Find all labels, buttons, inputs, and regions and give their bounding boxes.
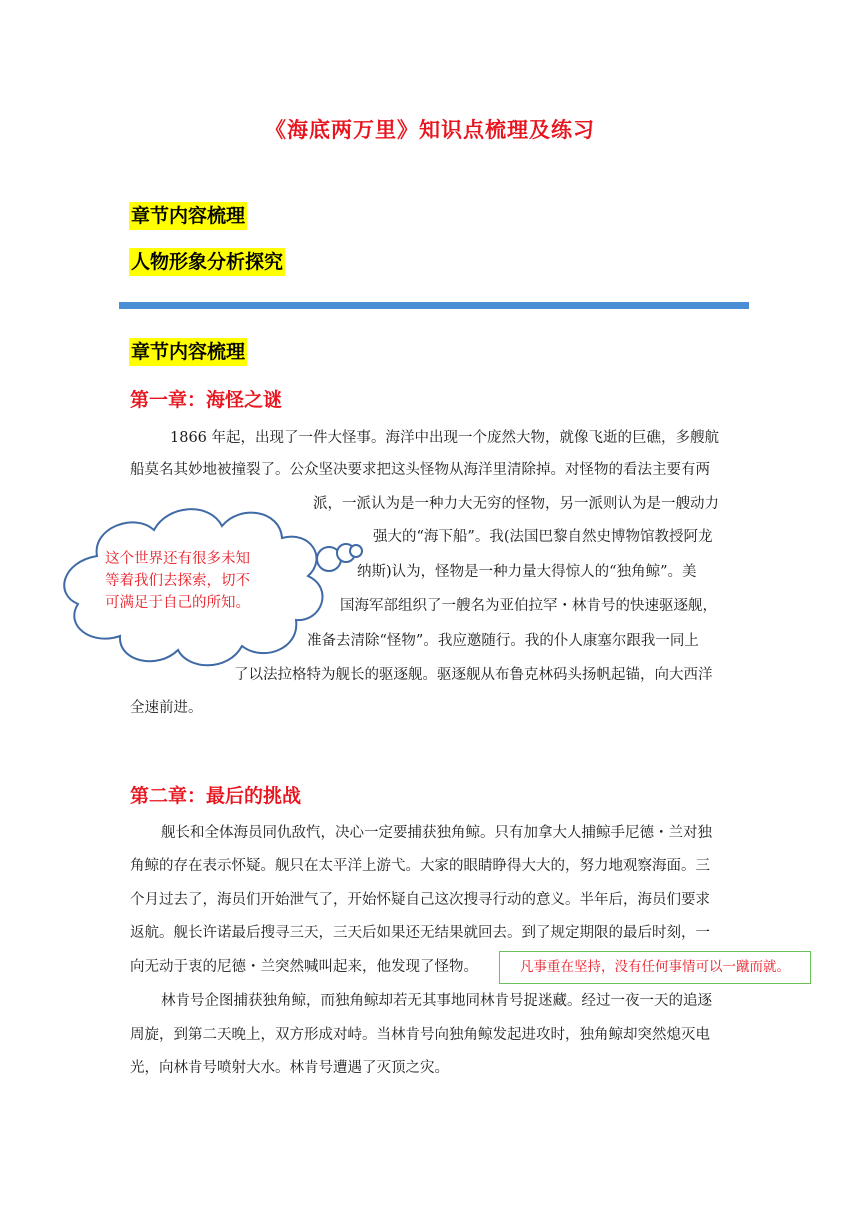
section-heading: 章节内容梳理 <box>129 338 247 366</box>
paragraph-line: 准备去清除“怪物”。我应邀随行。我的仆人康塞尔跟我一同上 <box>307 633 699 649</box>
toc-item-character-analysis: 人物形象分析探究 <box>129 248 285 276</box>
toc-item-chapter-summary: 章节内容梳理 <box>129 202 247 230</box>
paragraph-line: 纳斯)认为，怪物是一种力量大得惊人的“独角鲸”。美 <box>357 564 697 580</box>
cloud-text-line: 等着我们去探索，切不 <box>105 573 250 589</box>
paragraph-line: 角鲸的存在表示怀疑。舰只在太平洋上游弋。大家的眼睛睁得大大的，努力地观察海面。三 <box>130 858 710 874</box>
cloud-text-line: 可满足于自己的所知。 <box>105 595 250 611</box>
paragraph-line: 船莫名其妙地被撞裂了。公众坚决要求把这头怪物从海洋里清除掉。对怪物的看法主要有两 <box>130 462 710 478</box>
section-divider <box>119 302 749 309</box>
paragraph-line: 派，一派认为是一种力大无穷的怪物，另一派则认为是一艘动力 <box>313 496 719 512</box>
margin-note-box: 凡事重在坚持，没有任何事情可以一蹴而就。 <box>499 951 811 984</box>
paragraph-line: 返航。舰长许诺最后搜寻三天，三天后如果还无结果就回去。到了规定期限的最后时刻，一 <box>130 925 710 941</box>
paragraph-line: 周旋，到第二天晚上，双方形成对峙。当林肯号向独角鲸发起进攻时，独角鲸却突然熄灭电 <box>130 1027 710 1043</box>
paragraph-line: 光，向林肯号喷射大水。林肯号遭遇了灭顶之灾。 <box>130 1060 449 1076</box>
page-title: 《海底两万里》知识点梳理及练习 <box>265 118 595 142</box>
paragraph-line: 向无动于衷的尼德・兰突然喊叫起来，他发现了怪物。 <box>130 959 478 975</box>
paragraph-line: 1866 年起，出现了一件大怪事。海洋中出现一个庞然大物，就像飞逝的巨礁，多艘航 <box>170 430 720 446</box>
chapter2-heading: 第二章：最后的挑战 <box>130 785 302 807</box>
paragraph-line: 个月过去了，海员们开始泄气了，开始怀疑自己这次搜寻行动的意义。半年后，海员们要求 <box>130 892 710 908</box>
paragraph-line: 了以法拉格特为舰长的驱逐舰。驱逐舰从布鲁克林码头扬帆起锚，向大西洋 <box>234 667 713 683</box>
paragraph-line: 国海军部组织了一艘名为亚伯拉罕・林肯号的快速驱逐舰， <box>340 598 717 614</box>
chapter1-heading: 第一章：海怪之谜 <box>130 389 283 411</box>
paragraph-line: 全速前进。 <box>130 700 203 716</box>
paragraph-line: 强大的“海下船”。我(法国巴黎自然史博物馆教授阿龙 <box>373 529 713 545</box>
paragraph-line: 林肯号企图捕获独角鲸，而独角鲸却若无其事地同林肯号捉迷藏。经过一夜一天的追逐 <box>161 993 712 1009</box>
paragraph-line: 舰长和全体海员同仇敌忾，决心一定要捕获独角鲸。只有加拿大人捕鲸手尼德・兰对独 <box>161 825 712 841</box>
cloud-text-line: 这个世界还有很多未知 <box>105 551 250 567</box>
